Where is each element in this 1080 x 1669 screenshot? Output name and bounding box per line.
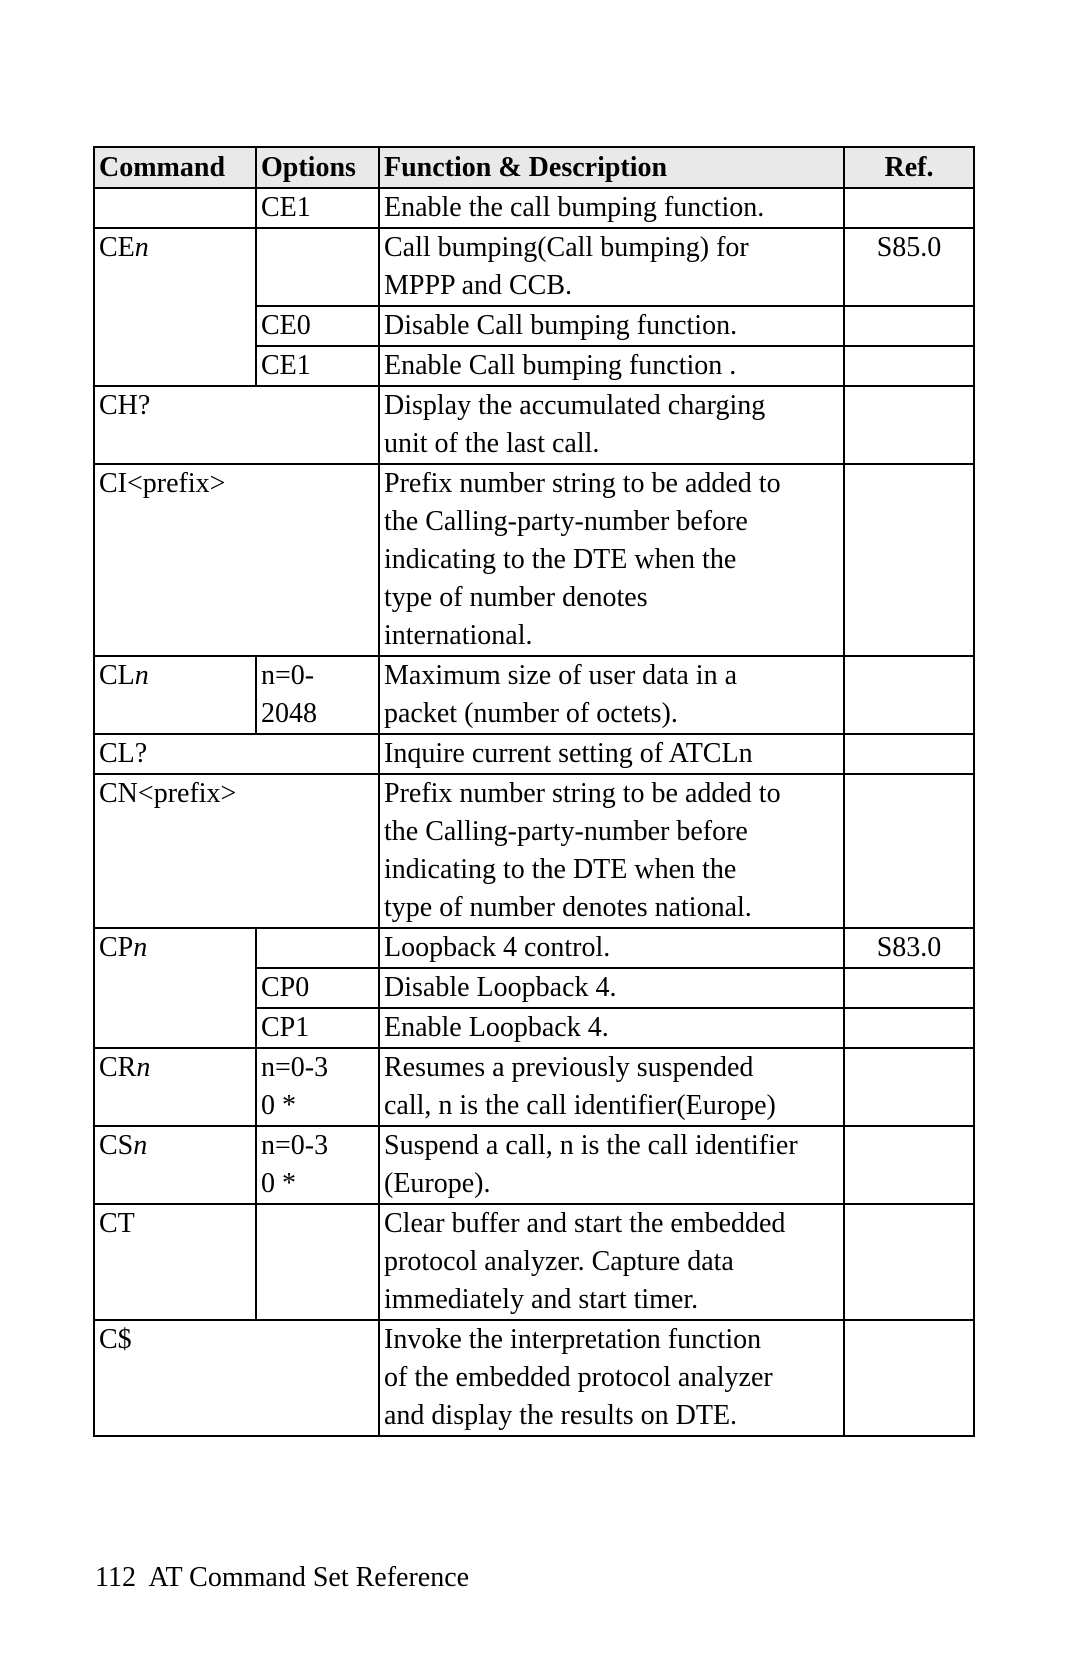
command-name: CP <box>99 932 134 963</box>
options-cell <box>256 228 379 306</box>
function-cell <box>379 1008 844 1048</box>
function-line: Maximum size of user data in a <box>384 660 738 691</box>
command-name: CS <box>99 1130 134 1161</box>
options-line: 0 * <box>261 1168 296 1199</box>
function-line: indicating to the DTE when the <box>384 854 737 885</box>
function-line: Disable Loopback 4. <box>384 972 617 1003</box>
ref-cell <box>844 464 974 656</box>
ref-cell <box>844 734 974 774</box>
header-options: Options <box>256 147 379 188</box>
function-line: type of number denotes national. <box>384 892 752 923</box>
command-variable: n <box>133 932 148 963</box>
ref-cell <box>844 1204 974 1320</box>
ref-cell: S83.0 <box>844 928 974 968</box>
function-line: Call bumping(Call bumping) for <box>384 232 749 263</box>
ref-cell: S85.0 <box>844 228 974 306</box>
command-name: CR <box>99 1052 137 1083</box>
table-header-row <box>94 147 974 188</box>
ref-cell <box>844 1008 974 1048</box>
function-line: international. <box>384 620 533 651</box>
function-line: the Calling-party-number before <box>384 506 748 537</box>
header-command: Command <box>94 147 256 188</box>
command-name: CE <box>99 232 135 263</box>
command-variable: n <box>133 1130 148 1161</box>
function-cell <box>379 968 844 1008</box>
options-line: 2048 <box>261 698 317 729</box>
options-cell <box>256 1048 379 1126</box>
command-variable: n <box>134 232 149 263</box>
function-line: packet (number of octets). <box>384 698 678 729</box>
options-cell: CP1 <box>256 1008 379 1048</box>
function-cell <box>379 306 844 346</box>
command-variable: n <box>136 1052 151 1083</box>
options-cell: CE0 <box>256 306 379 346</box>
function-cell <box>379 1320 844 1436</box>
ref-cell <box>844 774 974 928</box>
table-row <box>94 1204 974 1320</box>
command-cell: C$ <box>94 1320 379 1436</box>
table-row <box>94 774 974 928</box>
function-cell <box>379 346 844 386</box>
function-line: Loopback 4 control. <box>384 932 611 963</box>
command-cell <box>94 928 256 1048</box>
function-line: MPPP and CCB. <box>384 270 573 301</box>
header-ref: Ref. <box>844 147 974 188</box>
function-line: immediately and start timer. <box>384 1284 699 1315</box>
function-cell <box>379 656 844 734</box>
ref-cell <box>844 188 974 228</box>
command-cell <box>94 188 256 228</box>
options-cell <box>256 928 379 968</box>
options-cell <box>256 1126 379 1204</box>
function-cell <box>379 774 844 928</box>
function-line: indicating to the DTE when the <box>384 544 737 575</box>
function-line: Inquire current setting of ATCLn <box>384 738 753 769</box>
options-cell <box>256 656 379 734</box>
function-line: Disable Call bumping function. <box>384 310 738 341</box>
command-cell <box>94 1048 256 1126</box>
command-cell: CI<prefix> <box>94 464 379 656</box>
table-row <box>94 734 974 774</box>
function-cell <box>379 1126 844 1204</box>
command-cell <box>94 1126 256 1204</box>
function-cell <box>379 464 844 656</box>
table-row <box>94 656 974 734</box>
table-row <box>94 928 974 968</box>
function-line: Enable Loopback 4. <box>384 1012 609 1043</box>
function-line: Prefix number string to be added to <box>384 468 781 499</box>
function-cell <box>379 734 844 774</box>
command-cell: CH? <box>94 386 379 464</box>
function-cell <box>379 228 844 306</box>
command-variable: n <box>134 660 149 691</box>
function-line: Clear buffer and start the embedded <box>384 1208 786 1239</box>
ref-cell <box>844 1320 974 1436</box>
function-line: Enable Call bumping function . <box>384 350 737 381</box>
ref-cell <box>844 968 974 1008</box>
ref-cell <box>844 656 974 734</box>
function-cell <box>379 1048 844 1126</box>
table-row <box>94 228 974 306</box>
function-line: Enable the call bumping function. <box>384 192 765 223</box>
page-number: 112 <box>95 1562 136 1593</box>
function-line: of the embedded protocol analyzer <box>384 1362 773 1393</box>
table-row <box>94 188 974 228</box>
function-line: and display the results on DTE. <box>384 1400 738 1431</box>
function-line: unit of the last call. <box>384 428 600 459</box>
function-line: type of number denotes <box>384 582 648 613</box>
footer-title: AT Command Set Reference <box>148 1562 470 1593</box>
table-row <box>94 1048 974 1126</box>
command-cell <box>94 228 256 386</box>
options-line: 0 * <box>261 1090 296 1121</box>
options-cell: CE1 <box>256 346 379 386</box>
function-line: Resumes a previously suspended <box>384 1052 754 1083</box>
ref-cell <box>844 306 974 346</box>
table-row <box>94 464 974 656</box>
command-name: CL <box>99 660 135 691</box>
page-footer <box>95 1560 469 1596</box>
command-cell: CN<prefix> <box>94 774 379 928</box>
ref-cell <box>844 346 974 386</box>
function-line: (Europe). <box>384 1168 491 1199</box>
function-cell <box>379 188 844 228</box>
function-line: Invoke the interpretation function <box>384 1324 762 1355</box>
options-cell: CE1 <box>256 188 379 228</box>
ref-cell <box>844 386 974 464</box>
ref-cell <box>844 1048 974 1126</box>
function-line: protocol analyzer. Capture data <box>384 1246 734 1277</box>
table-row <box>94 1126 974 1204</box>
function-line: Suspend a call, n is the call identifier <box>384 1130 798 1161</box>
options-cell <box>256 1204 379 1320</box>
header-function: Function & Description <box>379 147 844 188</box>
function-line: call, n is the call identifier(Europe) <box>384 1090 776 1121</box>
function-line: Prefix number string to be added to <box>384 778 781 809</box>
options-cell: CP0 <box>256 968 379 1008</box>
options-line: n=0-3 <box>261 1052 329 1083</box>
command-cell <box>94 656 256 734</box>
command-cell: CL? <box>94 734 379 774</box>
function-cell <box>379 386 844 464</box>
options-line: n=0-3 <box>261 1130 329 1161</box>
function-line: Display the accumulated charging <box>384 390 766 421</box>
function-cell <box>379 1204 844 1320</box>
ref-cell <box>844 1126 974 1204</box>
at-command-table <box>93 146 975 1437</box>
table-row <box>94 386 974 464</box>
options-line: n=0- <box>261 660 315 691</box>
function-line: the Calling-party-number before <box>384 816 748 847</box>
command-cell: CT <box>94 1204 256 1320</box>
table-row <box>94 1320 974 1436</box>
function-cell <box>379 928 844 968</box>
